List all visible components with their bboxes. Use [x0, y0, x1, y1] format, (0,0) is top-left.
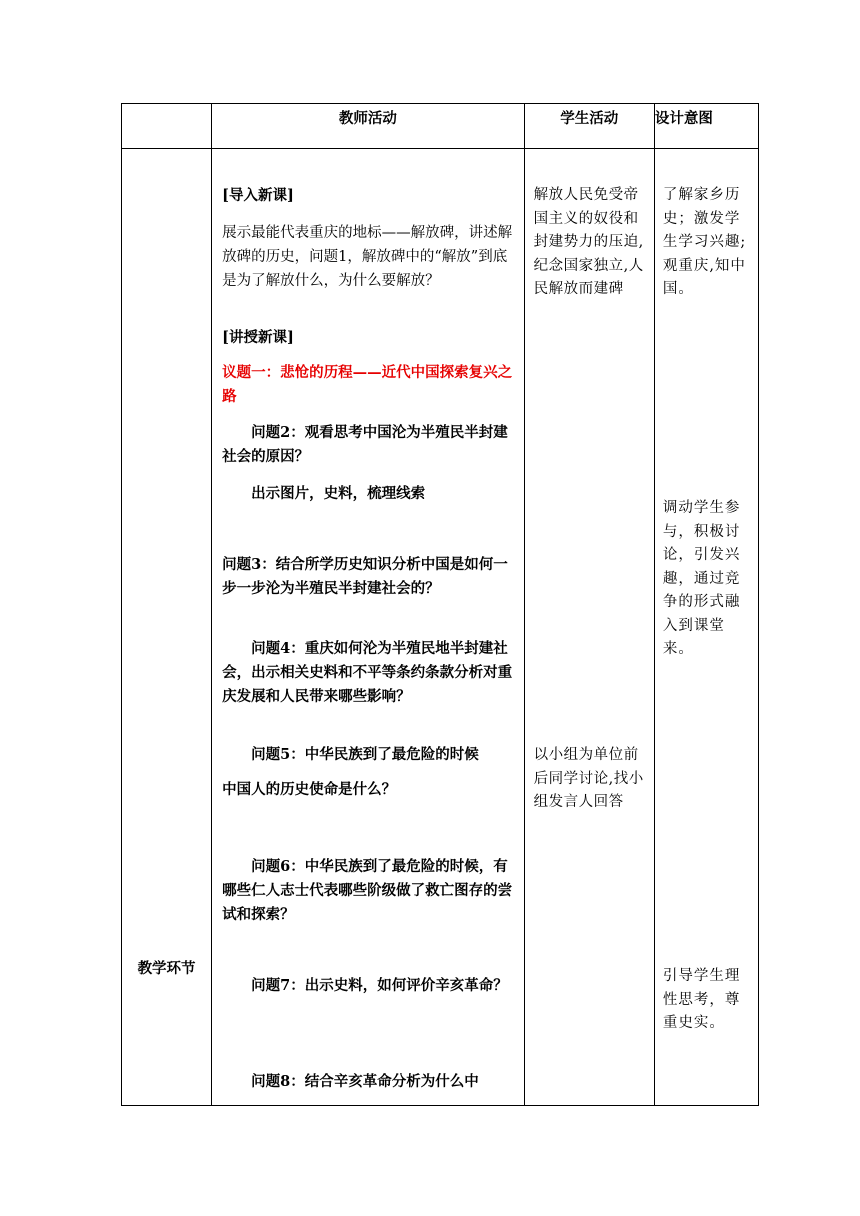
question-2: 问题2：观看思考中国沦为半殖民半封建社会的原因？ [222, 424, 508, 465]
question-6: 问题6：中华民族到了最危险的时候，有哪些仁人志士代表哪些阶级做了救亡图存的尝试和探索？ [222, 858, 513, 923]
header-cell-blank [122, 104, 212, 149]
question-4: 问题4：重庆如何沦为半殖民地半封建社会，出示相关史料和不平等条约条款分析对重庆发展和人民带来哪些影响？ [222, 640, 513, 705]
stage-cell [122, 149, 212, 1106]
question-3: 问题3：结合所学历史知识分析中国是如何一步一步沦为半殖民半封建社会的？ [222, 556, 508, 597]
intent-1: 了解家乡历史；激发学生学习兴趣;观重庆,知中国。 [662, 187, 747, 297]
intro-text: 展示最能代表重庆的地标——解放碑，讲述解放碑的历史，问题1，解放碑中的“解放”到底是为了解放什么，为什么要解放？ [222, 225, 513, 289]
header-teacher-activity: 教师活动 [212, 104, 524, 149]
design-intent-cell [654, 149, 758, 1106]
header-design-intent: 设计意图 [654, 104, 758, 149]
teacher-activity-cell [212, 149, 524, 1106]
lesson-plan-table [121, 103, 759, 1106]
topic-one-heading: 议题一：悲怆的历程——近代中国探索复兴之路 [222, 364, 513, 405]
header-student-activity: 学生活动 [524, 104, 654, 149]
question-7: 问题7：出示史料，如何评价辛亥革命？ [251, 977, 508, 994]
intent-2: 调动学生参与，积极讨论，引发兴趣，通过竞争的形式融入到课堂来。 [662, 500, 741, 657]
table-header-row [122, 104, 759, 149]
student-activity-cell [524, 149, 654, 1106]
question-5-line1: 问题5：中华民族到了最危险的时候 [251, 746, 479, 763]
intent-3: 引导学生理性思考，尊重史实。 [662, 968, 741, 1031]
question-8: 问题8：结合辛亥革命分析为什么中 [251, 1073, 479, 1090]
student-answer-2: 以小组为单位前后同学讨论,找小组发言人回答 [533, 747, 644, 810]
stage-label: 教学环节 [137, 960, 196, 977]
student-answer-1: 解放人民免受帝国主义的奴役和封建势力的压迫,纪念国家独立,人民解放而建碑 [533, 187, 644, 297]
intro-heading: [导入新课] [222, 187, 294, 204]
table-body-row [122, 149, 759, 1106]
lecture-heading: [讲授新课] [222, 329, 294, 346]
question-5-line2: 中国人的历史使命是什么？ [222, 781, 397, 798]
show-materials: 出示图片，史料，梳理线索 [251, 485, 426, 502]
